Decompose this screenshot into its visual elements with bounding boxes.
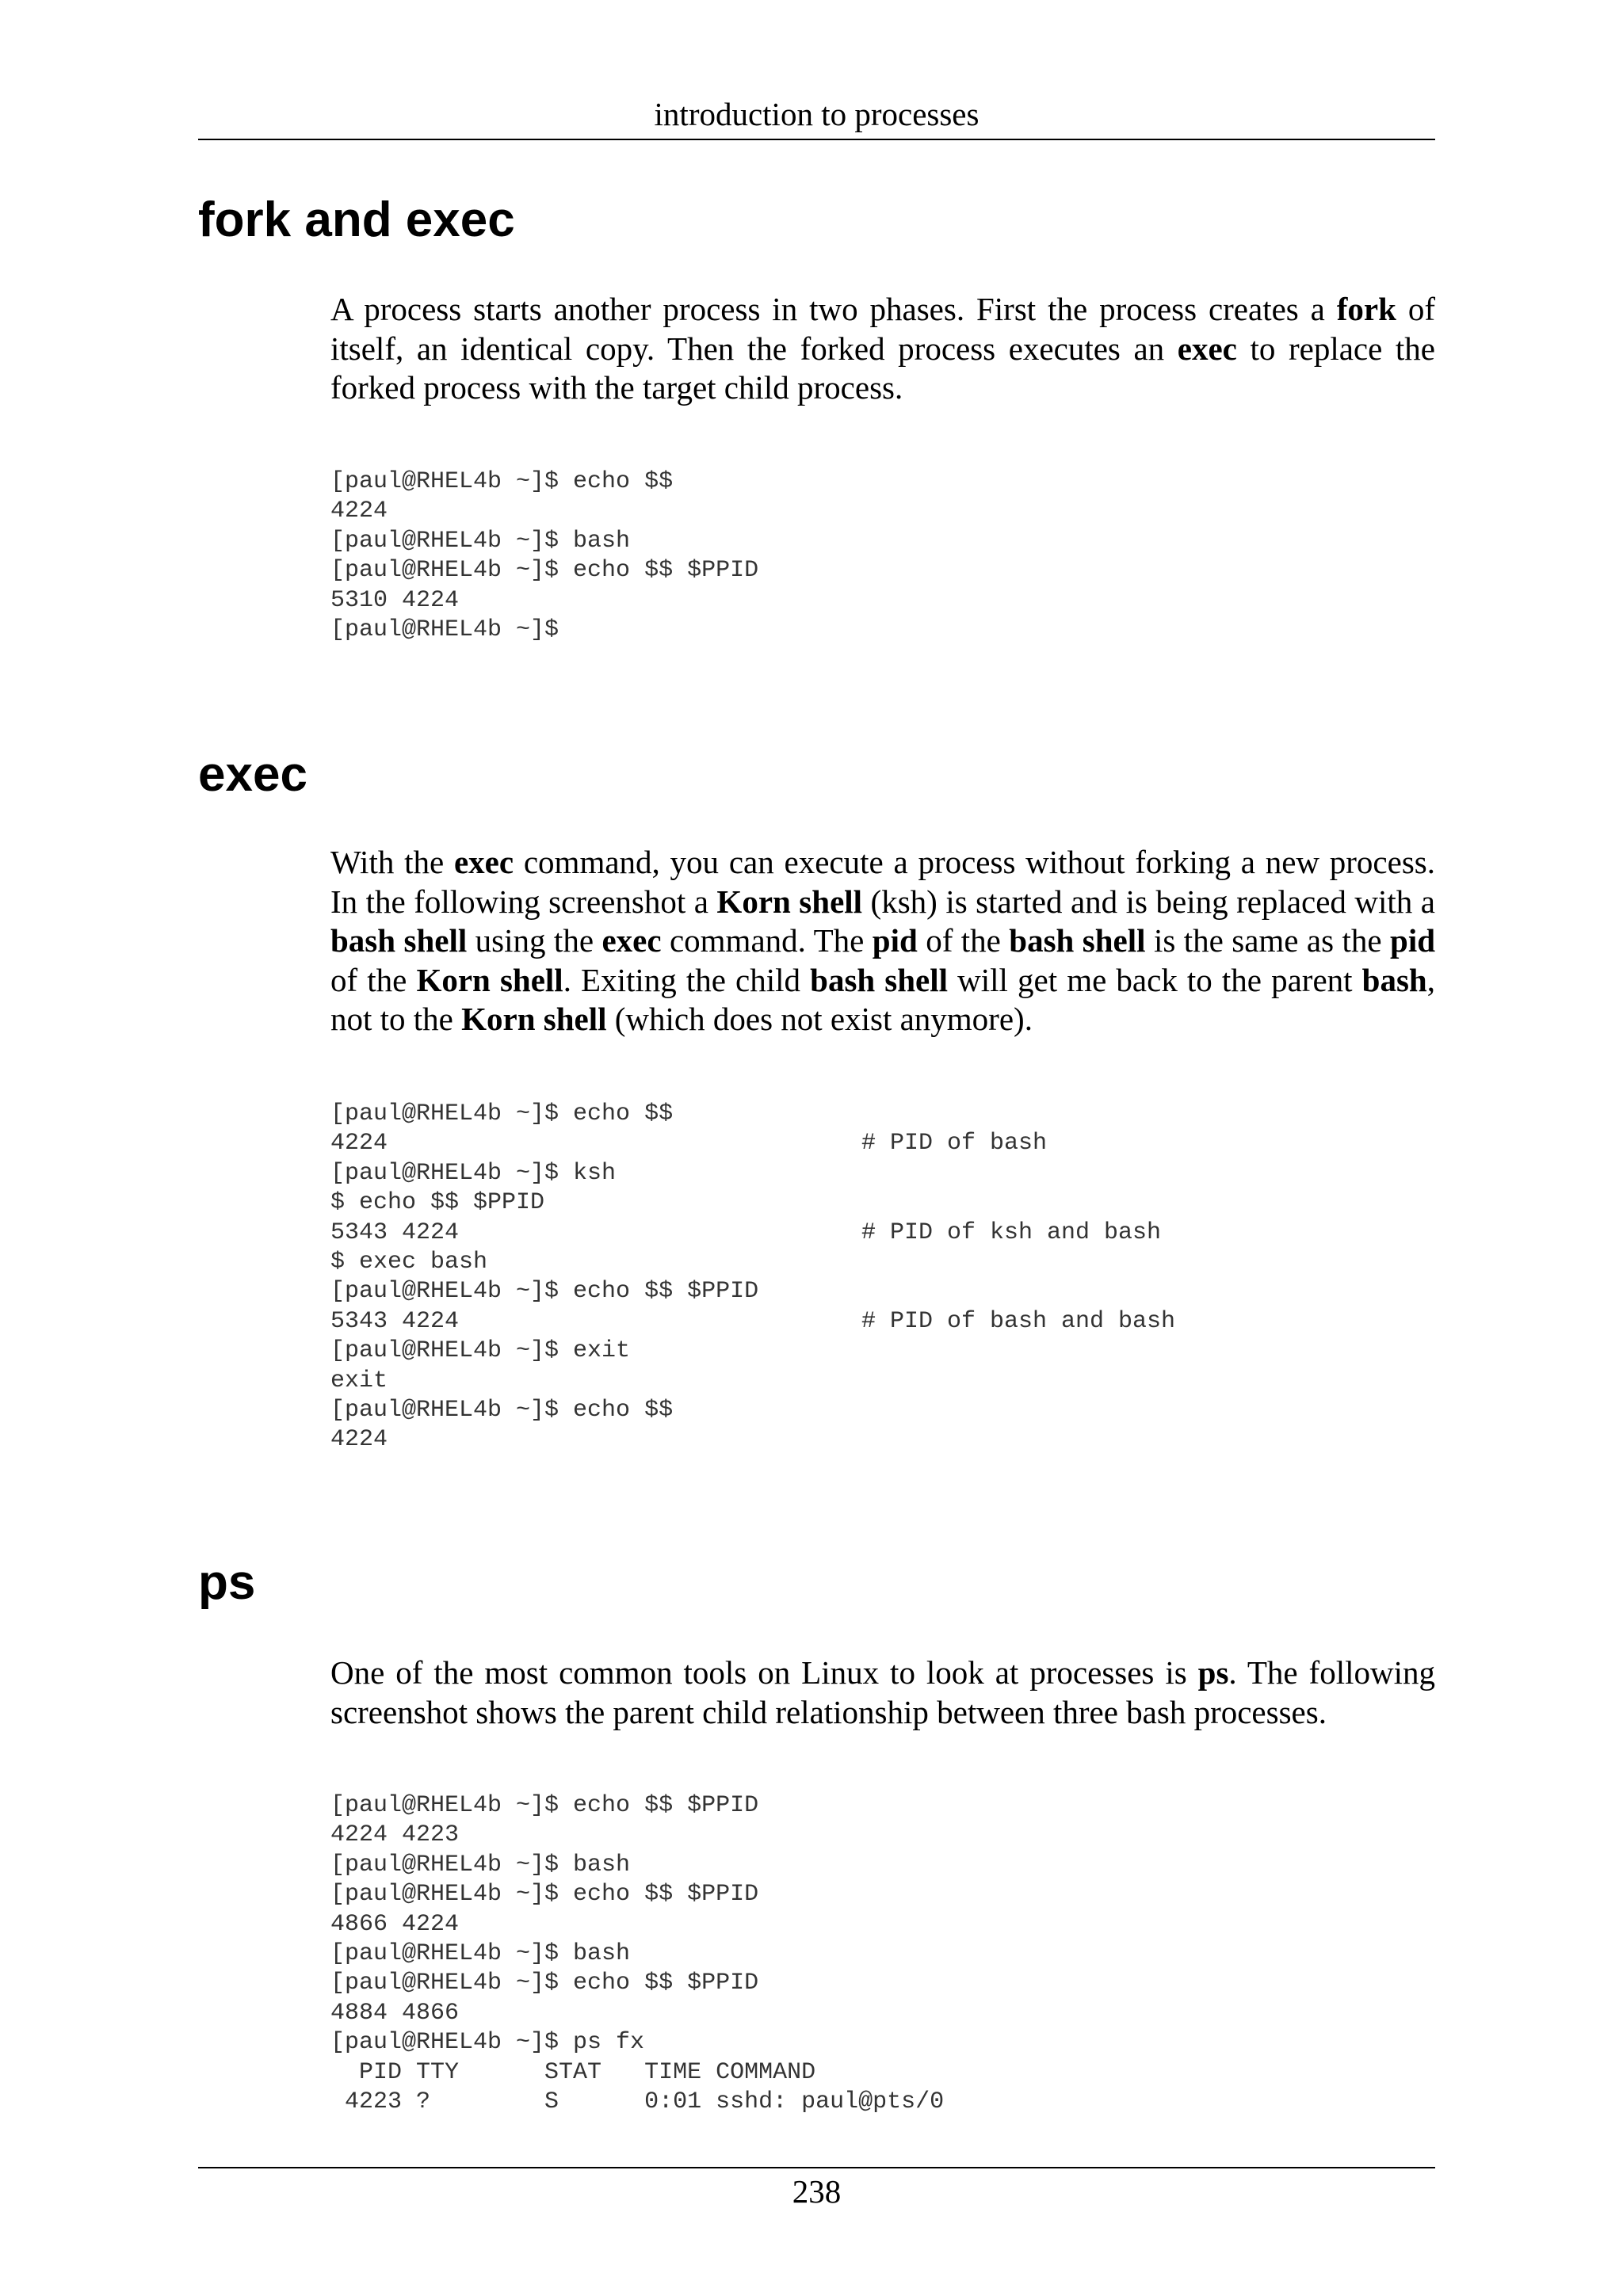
code-line bbox=[330, 1100, 1435, 1129]
code-line bbox=[330, 1851, 1435, 1880]
bold-term: bash shell bbox=[810, 961, 949, 998]
code-line bbox=[330, 1219, 1435, 1248]
bold-term: Korn shell bbox=[461, 1001, 607, 1038]
code-text: [paul@RHEL4b ~]$ echo $$ $PPID bbox=[330, 1278, 759, 1306]
code-text: $ echo $$ $PPID bbox=[330, 1189, 545, 1217]
code-text: exit bbox=[330, 1367, 388, 1394]
section-heading-exec: exec bbox=[198, 747, 307, 802]
text-run: is the same as the bbox=[1145, 922, 1391, 959]
text-run: of the bbox=[330, 961, 417, 998]
code-line bbox=[330, 467, 1435, 497]
code-line bbox=[330, 527, 1435, 556]
bold-term: exec bbox=[453, 844, 514, 880]
text-run: With the bbox=[330, 844, 454, 880]
running-header: introduction to processes bbox=[654, 96, 980, 132]
code-line bbox=[330, 1999, 1435, 2028]
bold-term: pid bbox=[872, 922, 918, 959]
text-run: command. The bbox=[661, 922, 873, 959]
text-run: of the bbox=[917, 922, 1010, 959]
text-run: . The following screenshot shows the parent child relationship between three bash processes. bbox=[330, 1654, 1435, 1730]
code-line bbox=[330, 1821, 1435, 1850]
bold-term: ps bbox=[1197, 1654, 1229, 1691]
bold-term: fork bbox=[1336, 291, 1396, 327]
code-text: [paul@RHEL4b ~]$ exit bbox=[330, 1337, 631, 1365]
code-text: 4224 bbox=[330, 1130, 388, 1158]
code-text: [paul@RHEL4b ~]$ echo $$ $PPID bbox=[330, 1881, 759, 1909]
code-text: [paul@RHEL4b ~]$ ksh bbox=[330, 1159, 617, 1187]
code-text: 5343 4224 bbox=[330, 1307, 460, 1335]
code-line bbox=[330, 2058, 1435, 2088]
code-line bbox=[330, 1159, 1435, 1188]
code-line bbox=[330, 1367, 1435, 1396]
code-line bbox=[330, 1880, 1435, 1909]
code-text: [paul@RHEL4b ~]$ bash bbox=[330, 527, 631, 555]
paragraph-fork-and-exec bbox=[330, 290, 1435, 408]
code-block-fork-and-exec bbox=[330, 467, 1435, 645]
page-number: 238 bbox=[792, 2173, 842, 2210]
text-run: A process starts another process in two phases. First the process creates a bbox=[330, 291, 1337, 327]
section-heading-ps: ps bbox=[198, 1555, 256, 1610]
code-line bbox=[330, 616, 1435, 645]
bold-term: bash shell bbox=[330, 922, 468, 959]
code-block-exec bbox=[330, 1100, 1435, 1455]
text-run: (which does not exist anymore). bbox=[606, 1001, 1033, 1038]
bold-term: bash bbox=[1361, 961, 1427, 998]
code-line bbox=[330, 497, 1435, 526]
text-run: One of the most common tools on Linux to look at processes is bbox=[330, 1654, 1198, 1691]
text-run: command, you can execute a process without forking a new process. In the following screenshot a bbox=[330, 844, 1435, 920]
code-line bbox=[330, 1307, 1435, 1337]
code-text: [paul@RHEL4b ~]$ echo $$ bbox=[330, 1396, 674, 1424]
code-text: 4224 bbox=[330, 1426, 388, 1454]
code-line bbox=[330, 1910, 1435, 1939]
code-text: [paul@RHEL4b ~]$ bash bbox=[330, 1851, 631, 1878]
text-run: using the bbox=[467, 922, 602, 959]
text-run: will get me back to the parent bbox=[948, 961, 1362, 998]
code-text: 5343 4224 bbox=[330, 1219, 460, 1246]
paragraph-exec bbox=[330, 843, 1435, 1039]
code-text: [paul@RHEL4b ~]$ echo $$ $PPID bbox=[330, 557, 759, 585]
text-run: to replace the forked process with the target child process. bbox=[330, 330, 1435, 406]
code-text: [paul@RHEL4b ~]$ echo $$ bbox=[330, 468, 674, 495]
code-text: [paul@RHEL4b ~]$ echo $$ $PPID bbox=[330, 1792, 759, 1819]
text-run: . Exiting the child bbox=[563, 961, 811, 998]
bold-term: Korn shell bbox=[416, 961, 563, 998]
text-run: of itself, an identical copy. Then the forked process executes an bbox=[330, 291, 1436, 367]
code-line bbox=[330, 1129, 1435, 1158]
text-run: (ksh) is started and is being replaced with a bbox=[862, 883, 1435, 920]
text-run: , not to the bbox=[330, 961, 1435, 1038]
code-comment: # PID of bash and bash bbox=[861, 1307, 1176, 1335]
bold-term: exec bbox=[601, 922, 662, 959]
code-text: [paul@RHEL4b ~]$ echo $$ bbox=[330, 1100, 674, 1127]
code-line bbox=[330, 1396, 1435, 1425]
code-line bbox=[330, 2028, 1435, 2058]
code-line bbox=[330, 1248, 1435, 1277]
code-text: 4866 4224 bbox=[330, 1910, 460, 1938]
header-rule bbox=[198, 139, 1435, 140]
bold-term: Korn shell bbox=[716, 883, 863, 920]
code-text: [paul@RHEL4b ~]$ bash bbox=[330, 1939, 631, 1967]
paragraph-ps bbox=[330, 1653, 1435, 1732]
code-text: 4223 ? S 0:01 sshd: paul@pts/0 bbox=[330, 2088, 945, 2115]
code-line bbox=[330, 1969, 1435, 1998]
code-comment: # PID of ksh and bash bbox=[861, 1219, 1162, 1246]
footer-rule bbox=[198, 2167, 1435, 2168]
code-block-ps bbox=[330, 1791, 1435, 2117]
code-line bbox=[330, 556, 1435, 585]
code-text: 4224 bbox=[330, 498, 388, 525]
code-line bbox=[330, 1337, 1435, 1366]
code-text: 4224 4223 bbox=[330, 1821, 460, 1849]
bold-term: pid bbox=[1390, 922, 1436, 959]
code-line bbox=[330, 1277, 1435, 1306]
code-line bbox=[330, 1425, 1435, 1455]
code-line bbox=[330, 586, 1435, 616]
code-text: [paul@RHEL4b ~]$ ps fx bbox=[330, 2029, 645, 2057]
code-text: $ exec bash bbox=[330, 1248, 488, 1276]
bold-term: exec bbox=[1177, 330, 1237, 367]
code-line bbox=[330, 1188, 1435, 1218]
code-text: PID TTY STAT TIME COMMAND bbox=[330, 2058, 816, 2086]
bold-term: bash shell bbox=[1009, 922, 1146, 959]
code-text: [paul@RHEL4b ~]$ bbox=[330, 616, 559, 643]
code-text: 4884 4866 bbox=[330, 1999, 460, 2027]
code-line bbox=[330, 2088, 1435, 2117]
code-text: [paul@RHEL4b ~]$ echo $$ $PPID bbox=[330, 1970, 759, 1997]
section-heading-fork-and-exec: fork and exec bbox=[198, 193, 515, 247]
code-line bbox=[330, 1939, 1435, 1969]
code-comment: # PID of bash bbox=[861, 1130, 1048, 1158]
code-line bbox=[330, 1791, 1435, 1821]
code-text: 5310 4224 bbox=[330, 586, 460, 614]
